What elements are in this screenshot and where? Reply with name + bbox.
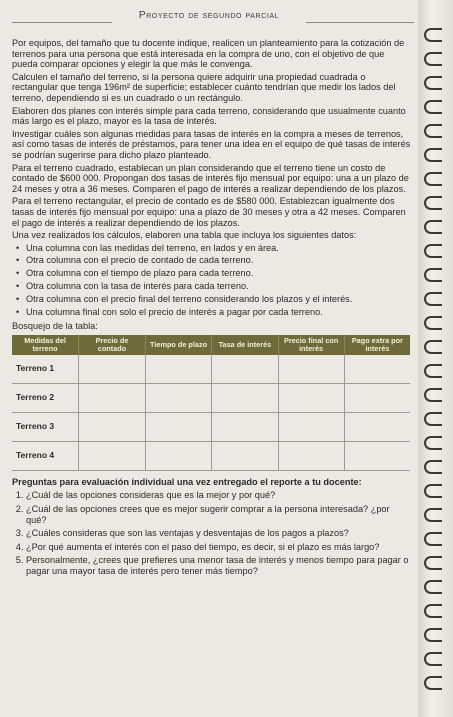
binding-ring (424, 484, 442, 498)
table-cell (145, 412, 211, 441)
table-cell (79, 355, 146, 384)
table-cell (344, 412, 410, 441)
table-row (12, 355, 410, 384)
row-label: Terreno 4 (12, 441, 79, 470)
list-item: • Una columna final con solo el precio de interés a pagar por cada terreno. (26, 307, 412, 318)
table-cell (278, 383, 344, 412)
binding-ring (424, 100, 442, 114)
row-label: Terreno 3 (12, 412, 79, 441)
page-header (0, 10, 418, 26)
binding-ring (424, 388, 442, 402)
table-cell (344, 355, 410, 384)
row-label: Terreno 1 (12, 355, 79, 384)
table-row (12, 441, 410, 470)
table-cell (145, 383, 211, 412)
binding-ring (424, 508, 442, 522)
paragraph-5: Para el terreno cuadrado, establecan un plan considerando que el terreno tiene un costo de contado de $600 000. Propongan dos tasas de interés fijo mensual por equipo: una a un plazo de 24 meses y otra a 36 meses. Comparen el pago de interés a realizar dependiendo de los plazos. (12, 162, 409, 194)
list-item: 4. ¿Por qué aumenta el interés con el paso del tiempo, es decir, si el plazo es más largo? (26, 542, 412, 553)
paragraph-2: Calculen el tamaño del terreno, si la persona quiere adquirir una propiedad cuadrada o rectangular que tenga 196m² de superficie; establecer cuánto tendrían que medir los lados del terreno, dependiendo si es un cuadrado o un rectángulo. (12, 71, 396, 103)
binding-ring (424, 148, 442, 162)
binding-ring (424, 676, 442, 690)
binding-ring (424, 292, 442, 306)
col-header-rate: Tasa de interés (212, 335, 278, 355)
list-item: 3. ¿Cuáles consideras que son las ventajas y desventajas de los pagos a plazos? (26, 528, 412, 539)
binding-ring (424, 412, 442, 426)
questions-title: Preguntas para evaluación individual una vez entregado el reporte a tu docente: (12, 476, 362, 487)
table-row (12, 383, 410, 412)
table-cell (212, 383, 278, 412)
table-cell (145, 355, 211, 384)
table-cell (79, 441, 146, 470)
list-item: 5. Personalmente, ¿crees que prefieres una menor tasa de interés y menos tiempo para pagar o pagar una mayor tasa de interés pero tener más tiempo? (26, 555, 412, 576)
binding-ring (424, 460, 442, 474)
binding-ring (424, 532, 442, 546)
header-rule-right (306, 22, 414, 23)
binding-ring (424, 28, 442, 42)
binding-ring (424, 172, 442, 186)
binding-ring (424, 628, 442, 642)
binding-ring (424, 268, 442, 282)
table-title: Bosquejo de la tabla: (12, 321, 98, 332)
binding-ring (424, 220, 442, 234)
col-header-final-price: Precio final con interés (278, 335, 344, 355)
table-cell (278, 412, 344, 441)
table-row (12, 412, 410, 441)
binding-ring (424, 604, 442, 618)
table-cell (278, 355, 344, 384)
binding-ring (424, 196, 442, 210)
header-rule-left (12, 22, 112, 23)
list-item: 1. ¿Cuál de las opciones consideras que es la mejor y por qué? (26, 490, 412, 501)
questions-list (12, 490, 412, 576)
sketch-table (12, 335, 410, 471)
table-cell (344, 441, 410, 470)
table-cell (79, 383, 146, 412)
list-item: • Otra columna con el tiempo de plazo para cada terreno. (26, 268, 412, 279)
binding-ring (424, 124, 442, 138)
binding-ring (424, 244, 442, 258)
col-header-cash-price: Precio de contado (79, 335, 146, 355)
binding-ring (424, 436, 442, 450)
binding-ring (424, 316, 442, 330)
binding-ring (424, 580, 442, 594)
page-title: Proyecto de segundo parcial (138, 10, 280, 21)
binding-ring (424, 652, 442, 666)
table-cell (145, 441, 211, 470)
column-requirements-list (12, 243, 412, 318)
col-header-measures: Medidas del terreno (12, 335, 79, 355)
paragraph-4: Investigar cuáles son algunas medidas para tasas de interés en la compra a meses de terrenos, así como tasas de interés de préstamos, para tener una idea en el equipo de qué tasas de interés se podrían sugerirse para dicho plazo planteado. (12, 128, 411, 160)
col-header-term: Tiempo de plazo (145, 335, 211, 355)
binding-ring (424, 76, 442, 90)
list-item: • Una columna con las medidas del terreno, en lados y en área. (26, 243, 412, 254)
binding-ring (424, 340, 442, 354)
table-cell (278, 441, 344, 470)
table-cell (344, 383, 410, 412)
paragraph-1: Por equipos, del tamaño que tu docente indique, realicen un planteamiento para la cotización de terrenos para una persona que está interesada en la compra de uno, con el objetivo de que pueda comparar opciones y elegir la que más le convenga. (12, 38, 405, 70)
binding-ring (424, 52, 442, 66)
row-label: Terreno 2 (12, 383, 79, 412)
table-cell (79, 412, 146, 441)
list-item: • Otra columna con la tasa de interés para cada terreno. (26, 281, 412, 292)
table-cell (212, 412, 278, 441)
col-header-extra-payment: Pago extra por interés (344, 335, 410, 355)
binding-ring (424, 364, 442, 378)
spiral-binding (418, 0, 453, 717)
list-item: • Otra columna con el precio final del terreno considerando los plazos y el interés. (26, 294, 412, 305)
paragraph-3: Elaboren dos planes con interés simple para cada terreno, considerando que usualmente cuanto más largo es el plazo, mayor es la tasa de interés. (12, 105, 406, 127)
table-cell (212, 441, 278, 470)
table-cell (212, 355, 278, 384)
list-item: • Otra columna con el precio de contado de cada terreno. (26, 255, 412, 266)
paragraph-6: Para el terreno rectangular, el precio de contado es de $580 000. Establezcan igualmente dos tasas de interés fijo mensual por equipo: una a plazo de 30 meses y otra a 42 meses. Comparen el pago de interés a realizar dependiendo de los plazos. (12, 196, 406, 228)
table-header-row (12, 335, 410, 355)
list-item: 2. ¿Cuál de las opciones crees que es mejor sugerir comprar a la persona interesada? ¿por qué? (26, 504, 412, 525)
binding-ring (424, 556, 442, 570)
paragraph-7: Una vez realizados los cálculos, elaboren una tabla que incluya los siguientes datos: (12, 230, 357, 241)
page-content (12, 38, 412, 580)
